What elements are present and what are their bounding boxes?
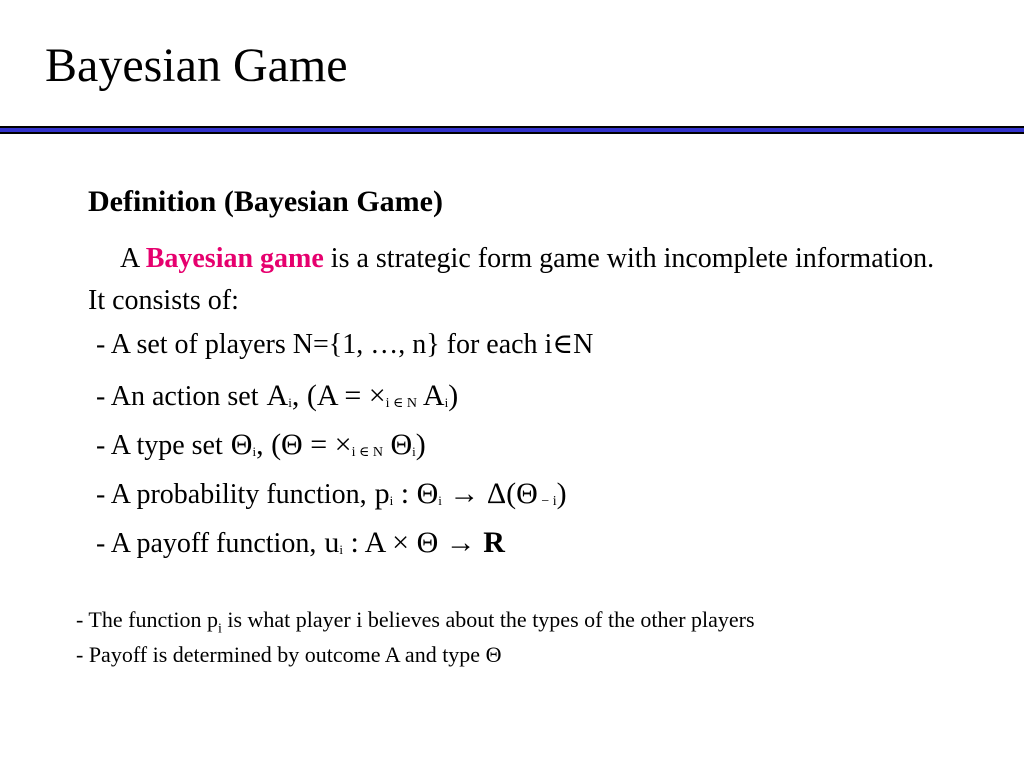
note-subscript: i xyxy=(217,621,222,637)
intro-suffix: is a strategic form game with incomplete information. It consists of: xyxy=(88,243,935,316)
type-set-formula: Θi, (Θ = ×i ∈ N Θi) xyxy=(230,428,426,461)
list-item-label: - An action set xyxy=(96,381,259,412)
note-text: is what player i believes about the types of the other players xyxy=(221,607,755,632)
list-item-type-set xyxy=(96,428,426,462)
slide-title: Bayesian Game xyxy=(45,39,348,92)
list-item-probability-function xyxy=(96,477,567,511)
list-item-label: - A type set xyxy=(96,430,223,461)
bayesian-game-term: Bayesian game xyxy=(145,243,324,274)
title-divider xyxy=(0,126,1024,134)
list-item-label: - A probability function, xyxy=(96,479,367,510)
probability-function-formula: pi : Θi → Δ(Θ − i) xyxy=(374,477,567,510)
definition-heading: Definition (Bayesian Game) xyxy=(88,185,443,218)
definition-intro xyxy=(88,238,958,322)
list-item-players xyxy=(96,330,593,361)
list-item-label: - A set of players N={1, …, n} for each i∈N xyxy=(96,329,594,360)
list-item-label: - A payoff function, xyxy=(96,528,317,559)
note-text: - The function p xyxy=(76,607,218,632)
action-set-formula: Ai, (A = ×i ∈ N Ai) xyxy=(266,379,459,412)
note-payoff: - Payoff is determined by outcome A and type Θ xyxy=(76,642,502,667)
list-item-payoff-function xyxy=(96,526,505,560)
intro-prefix: A xyxy=(120,243,139,274)
note-belief xyxy=(76,607,755,638)
list-item-action-set xyxy=(96,379,458,413)
payoff-function-formula: ui : A × Θ → R xyxy=(324,526,505,559)
